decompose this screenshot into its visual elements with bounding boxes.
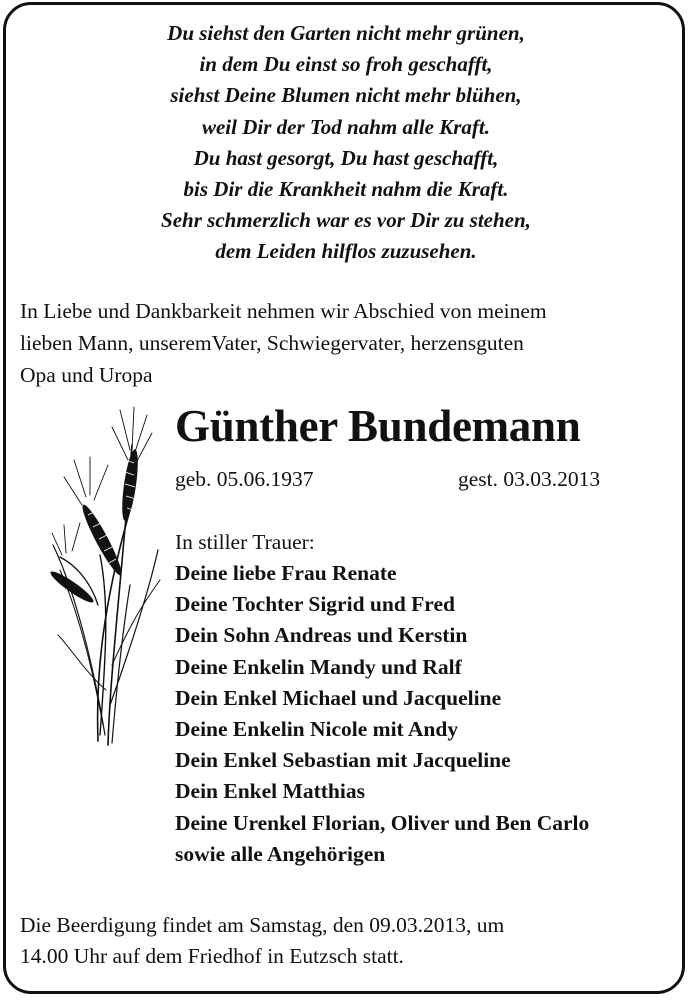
poem-line: Du siehst den Garten nicht mehr grünen, <box>167 21 525 45</box>
mourner-item: Deine Enkelin Mandy und Ralf <box>175 654 462 679</box>
funeral-notice <box>20 910 670 972</box>
mourning-heading: In stiller Trauer: <box>175 530 315 554</box>
death-date: gest. 03.03.2013 <box>458 467 601 491</box>
mourner-item: Deine Tochter Sigrid und Fred <box>175 592 455 617</box>
poem-line: weil Dir der Tod nahm alle Kraft. <box>201 114 490 139</box>
mourners-list <box>175 558 589 870</box>
mourner-item: Dein Sohn Andreas und Kerstin <box>175 623 468 648</box>
intro-line: Opa und Uropa <box>20 363 153 387</box>
mourner-item: Dein Enkel Michael und Jacqueline <box>175 685 502 710</box>
deceased-name: Günther Bundemann <box>175 401 581 451</box>
mourner-item: Dein Enkel Sebastian mit Jacqueline <box>175 748 511 773</box>
wheat-icon <box>50 405 165 750</box>
intro-line: In Liebe und Dankbarkeit nehmen wir Abschied von meinem <box>20 299 547 323</box>
mourner-item: Dein Enkel Matthias <box>175 779 365 804</box>
poem-line: Sehr schmerzlich war es vor Dir zu stehen, <box>161 208 531 233</box>
poem-line: siehst Deine Blumen nicht mehr blühen, <box>170 83 522 108</box>
poem-line: Du hast gesorgt, Du hast geschafft, <box>193 145 499 170</box>
intro-line: lieben Mann, unseremVater, Schwiegervater, herzensguten <box>20 331 524 355</box>
mourner-item: Deine Urenkel Florian, Oliver und Ben Carlo <box>175 810 590 835</box>
funeral-line: 14.00 Uhr auf dem Friedhof in Eutzsch statt. <box>20 944 404 968</box>
poem-line: in dem Du einst so froh geschafft, <box>199 52 493 77</box>
mourner-item: sowie alle Angehörigen <box>175 841 386 866</box>
mourner-item: Deine liebe Frau Renate <box>175 561 397 585</box>
poem <box>0 18 692 268</box>
poem-line: bis Dir die Krankheit nahm die Kraft. <box>183 177 509 202</box>
mourner-item: Deine Enkelin Nicole mit Andy <box>175 717 459 742</box>
funeral-line: Die Beerdigung findet am Samstag, den 09.03.2013, um <box>20 913 505 937</box>
poem-line: dem Leiden hilflos zuzusehen. <box>215 239 477 264</box>
intro-text <box>20 295 670 391</box>
birth-date: geb. 05.06.1937 <box>175 467 314 491</box>
